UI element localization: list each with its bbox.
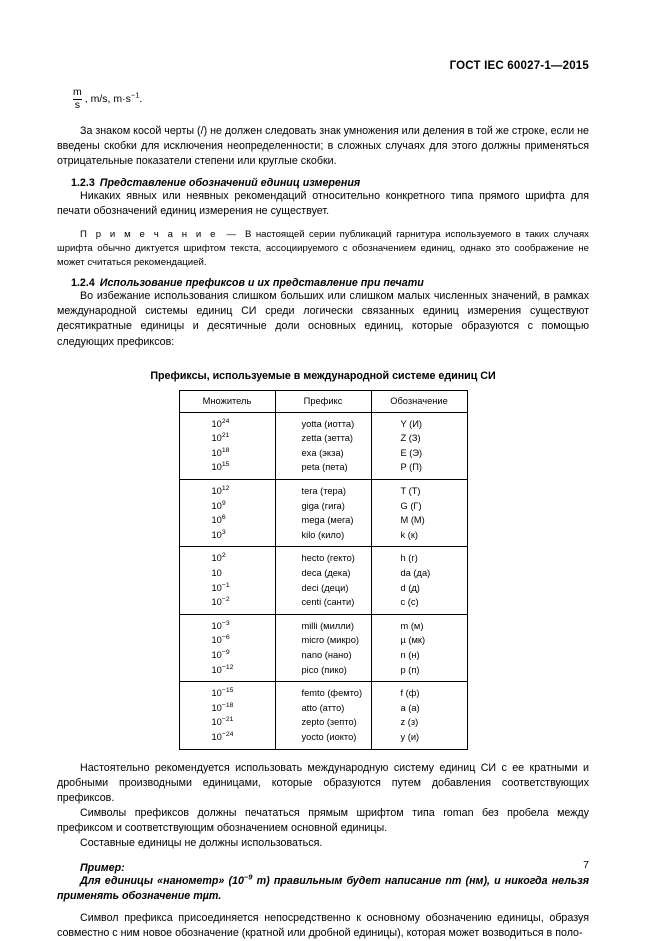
- multiplier-value: $10^{-1}$: [211, 581, 230, 593]
- multiplier-exponent: −6: [221, 634, 230, 642]
- multiplier-value: $10^{-24}$: [211, 730, 234, 742]
- section-title-1-2-3: Представление обозначений единиц измерения: [99, 177, 361, 190]
- cell-multiplier: [179, 412, 275, 479]
- prefix-symbol: Y (И): [400, 418, 422, 429]
- multiplier-exponent: 6: [221, 514, 226, 522]
- prefix-name: giga (гига): [301, 500, 345, 511]
- table-row: [179, 614, 467, 681]
- multiplier-exponent: −21: [221, 716, 234, 724]
- multiplier-value: 10: [211, 567, 222, 578]
- formula-exponent: −1: [130, 90, 140, 100]
- cell-prefix: [275, 614, 371, 681]
- cell-prefix-stack: [276, 686, 371, 744]
- cell-prefix: [275, 480, 371, 547]
- table-row: [179, 682, 467, 749]
- note-dash: —: [226, 229, 237, 241]
- prefix-symbol: M (М): [400, 515, 425, 526]
- multiplier-exponent: 15: [221, 461, 230, 469]
- cell-multiplier: [179, 682, 275, 749]
- prefix-name: yotta (иотта): [301, 418, 355, 429]
- cell-prefix: [275, 412, 371, 479]
- fraction-m-over-s: [71, 87, 84, 110]
- cell-symbol-stack: [372, 686, 467, 744]
- formula-terminator: .: [139, 93, 143, 105]
- cell-multiplier: [179, 547, 275, 614]
- cell-prefix-stack: [276, 619, 371, 677]
- prefix-name: nano (нано): [301, 649, 352, 660]
- prefix-name: atto (атто): [301, 702, 345, 713]
- column-header-multiplier: Множитель: [179, 390, 275, 412]
- prefix-symbol: n (н): [400, 649, 420, 660]
- prefix-name: deca (дека): [301, 567, 351, 578]
- prefix-name: exa (экза): [301, 447, 344, 458]
- multiplier-value: $10^{12}$: [211, 484, 230, 496]
- multiplier-exponent: −18: [221, 701, 234, 709]
- formula-alternatives: [84, 90, 143, 105]
- prefix-symbol: P (П): [400, 462, 422, 473]
- si-prefix-table: [179, 390, 468, 750]
- cell-multiplier: [179, 614, 275, 681]
- table-caption: Префиксы, используемые в международной системе единиц СИ: [150, 369, 496, 382]
- prefix-name: milli (милли): [301, 620, 354, 631]
- multiplier-exponent: −3: [221, 619, 230, 627]
- cell-symbol: [371, 412, 467, 479]
- paragraph-after-table-2: Символы префиксов должны печататься прямым шрифтом типа roman без пробела между префиксом и соответствующим обозначением основной единицы.: [57, 806, 589, 834]
- prefix-symbol: z (з): [400, 717, 419, 728]
- cell-symbol: [371, 547, 467, 614]
- table-head: [179, 390, 467, 412]
- multiplier-exponent: 2: [221, 552, 226, 560]
- cell-prefix-stack: [276, 551, 371, 609]
- cell-symbol-stack: [372, 551, 467, 609]
- paragraph-final: Символ префикса присоединяется непосредственно к основному обозначению единицы, образуя совместно с ним новое обозначение (кратной или дробной единицы), которая может возводиться в поло-: [57, 912, 589, 940]
- prefix-symbol: h (г): [400, 553, 418, 564]
- cell-symbol-stack: [372, 417, 467, 475]
- note-label: П р и м е ч а н и е: [80, 229, 218, 241]
- cell-symbol-stack: [372, 484, 467, 542]
- document-body: [57, 84, 589, 941]
- multiplier-value: $10^{-12}$: [211, 663, 234, 675]
- cell-prefix-stack: [276, 417, 371, 475]
- table-header-row: [179, 390, 467, 412]
- section-heading-1-2-3: [57, 177, 589, 189]
- prefix-name: pico (пико): [301, 664, 347, 675]
- prefix-symbol: k (к): [400, 529, 418, 540]
- fraction-numerator: m: [73, 86, 82, 99]
- cell-multiplier-stack: [180, 417, 275, 475]
- prefix-symbol: µ (мк): [400, 635, 426, 646]
- multiplier-value: $10^9$: [211, 499, 226, 511]
- paragraph-slash-rule: За знаком косой черты (/) не должен следовать знак умножения или деления в той же строке, если не введены скобки для исключения неопределенности; в сложных случаях для этого должны применяться отрицательные показатели степени или круглые скобки.: [57, 125, 589, 168]
- example-exponent: −9: [243, 872, 253, 882]
- paragraph-after-table-1: Настоятельно рекомендуется использовать международную систему единиц СИ с ее кратными и дробными производными единицами, которые образуются путем добавления соответствующих префиксов.: [57, 761, 589, 804]
- cell-multiplier-stack: [180, 551, 275, 609]
- multiplier-value: $10^{-21}$: [211, 716, 234, 728]
- prefix-symbol: T (Т): [400, 486, 421, 496]
- multiplier-exponent: 12: [221, 484, 230, 492]
- paragraph-section-124-body: Во избежание использования слишком больших или слишком малых численных значений, в рамках международной системы единиц СИ среди логически связанных единиц измерения существуют десятикратные единицы и десятичные доли основных единиц, которые образуются с помощью следующих префиксов:: [57, 290, 589, 348]
- section-heading-1-2-4: [57, 277, 589, 289]
- prefix-name: yocto (иокто): [301, 731, 357, 742]
- prefix-name: deci (деци): [301, 582, 349, 593]
- paragraph-example: [57, 874, 589, 904]
- prefix-name: femto (фемто): [301, 688, 363, 699]
- prefix-symbol: c (с): [400, 597, 419, 608]
- multiplier-value: $10^{-3}$: [211, 619, 230, 631]
- prefix-name: centi (санти): [301, 597, 355, 608]
- prefix-symbol: p (п): [400, 664, 420, 675]
- prefix-symbol: G (Г): [400, 500, 422, 511]
- formula-rest-text: , m/s, m·s: [84, 93, 131, 105]
- multiplier-value: $10^{-2}$: [211, 596, 230, 608]
- column-header-prefix: Префикс: [275, 390, 371, 412]
- multiplier-exponent: −12: [221, 663, 234, 671]
- table-row: [179, 412, 467, 479]
- prefix-name: hecto (гекто): [301, 553, 355, 564]
- document-standard-header: ГОСТ IEC 60027-1—2015: [449, 60, 589, 72]
- multiplier-exponent: −15: [221, 687, 234, 695]
- multiplier-exponent: 18: [221, 446, 230, 454]
- prefix-name: mega (мега): [301, 515, 354, 526]
- prefix-symbol: da (да): [400, 567, 431, 578]
- cell-multiplier: [179, 480, 275, 547]
- fraction-denominator: s: [74, 98, 80, 111]
- multiplier-exponent: 24: [221, 417, 230, 425]
- prefix-name: zepto (зепто): [301, 717, 357, 728]
- cell-prefix-stack: [276, 484, 371, 542]
- multiplier-exponent: −2: [221, 596, 230, 604]
- prefix-symbol: m (м): [400, 620, 424, 631]
- paragraph-note: [57, 228, 589, 269]
- multiplier-value: $10^3$: [211, 528, 226, 540]
- multiplier-value: $10^{-15}$: [211, 687, 234, 699]
- multiplier-value: $10^{-18}$: [211, 701, 234, 713]
- prefix-symbol: Z (З): [400, 433, 421, 444]
- example-text-before: Для единицы «нанометр» (10: [80, 875, 244, 888]
- prefix-name: micro (микро): [301, 635, 359, 646]
- spacer-after-table: [57, 750, 589, 761]
- unit-formula-line: [57, 84, 589, 114]
- cell-multiplier-stack: [180, 619, 275, 677]
- multiplier-value: $10^2$: [211, 552, 226, 564]
- column-header-symbol: Обозначение: [371, 390, 467, 412]
- multiplier-value: $10^{21}$: [211, 432, 230, 444]
- page-number: 7: [583, 859, 589, 871]
- multiplier-value: $10^{18}$: [211, 446, 230, 458]
- prefix-symbol: a (а): [400, 702, 420, 713]
- prefix-symbol: y (и): [400, 731, 420, 742]
- multiplier-value: $10^{24}$: [211, 417, 230, 429]
- multiplier-value: $10^{15}$: [211, 461, 230, 473]
- cell-symbol: [371, 682, 467, 749]
- multiplier-value: $10^{-9}$: [211, 648, 230, 660]
- cell-multiplier-stack: [180, 686, 275, 744]
- note-body: В настоящей серии публикаций гарнитура используемого в таких случаях шрифта обычно диктуется шрифтом текста, ассоциируемого с обозначением единиц, однако это соображение не может считаться рекомендацией.: [57, 229, 589, 268]
- example-label: Пример:: [80, 862, 125, 875]
- cell-prefix: [275, 682, 371, 749]
- prefix-name: kilo (кило): [301, 529, 345, 540]
- multiplier-exponent: 9: [221, 499, 226, 507]
- prefix-name: zetta (зетта): [301, 433, 354, 444]
- example-text-after: m) правильным будет написание nm (нм), и никогда нельзя применять обозначение mµm.: [57, 875, 589, 903]
- table-row: [179, 480, 467, 547]
- multiplier-exponent: −9: [221, 648, 230, 656]
- prefix-name: tera (тера): [301, 486, 346, 496]
- paragraph-section-123-body: Никаких явных или неявных рекомендаций относительно конкретного типа прямого шрифта для печати обозначений единиц измерения не существует.: [57, 190, 589, 218]
- table-row: [179, 547, 467, 614]
- paragraph-after-table-3: Составные единицы не должны использоваться.: [80, 836, 323, 849]
- prefix-symbol: d (д): [400, 582, 420, 593]
- cell-symbol: [371, 480, 467, 547]
- prefix-symbol: f (ф): [400, 688, 420, 699]
- prefix-symbol: E (Э): [400, 447, 423, 458]
- cell-symbol-stack: [372, 619, 467, 677]
- table-body: [179, 412, 467, 749]
- section-number-1-2-4: 1.2.4: [71, 277, 95, 290]
- multiplier-exponent: 21: [221, 432, 230, 440]
- multiplier-value: $10^6$: [211, 514, 226, 526]
- cell-multiplier-stack: [180, 484, 275, 542]
- multiplier-exponent: −1: [221, 581, 230, 589]
- spacer-before-final: [57, 904, 589, 911]
- multiplier-exponent: 3: [221, 528, 226, 536]
- section-title-1-2-4: Использование префиксов и их представление при печати: [99, 277, 424, 290]
- cell-symbol: [371, 614, 467, 681]
- cell-prefix: [275, 547, 371, 614]
- multiplier-exponent: −24: [221, 730, 234, 738]
- section-number-1-2-3: 1.2.3: [71, 177, 95, 190]
- multiplier-value: $10^{-6}$: [211, 634, 230, 646]
- prefix-name: peta (пета): [301, 462, 348, 473]
